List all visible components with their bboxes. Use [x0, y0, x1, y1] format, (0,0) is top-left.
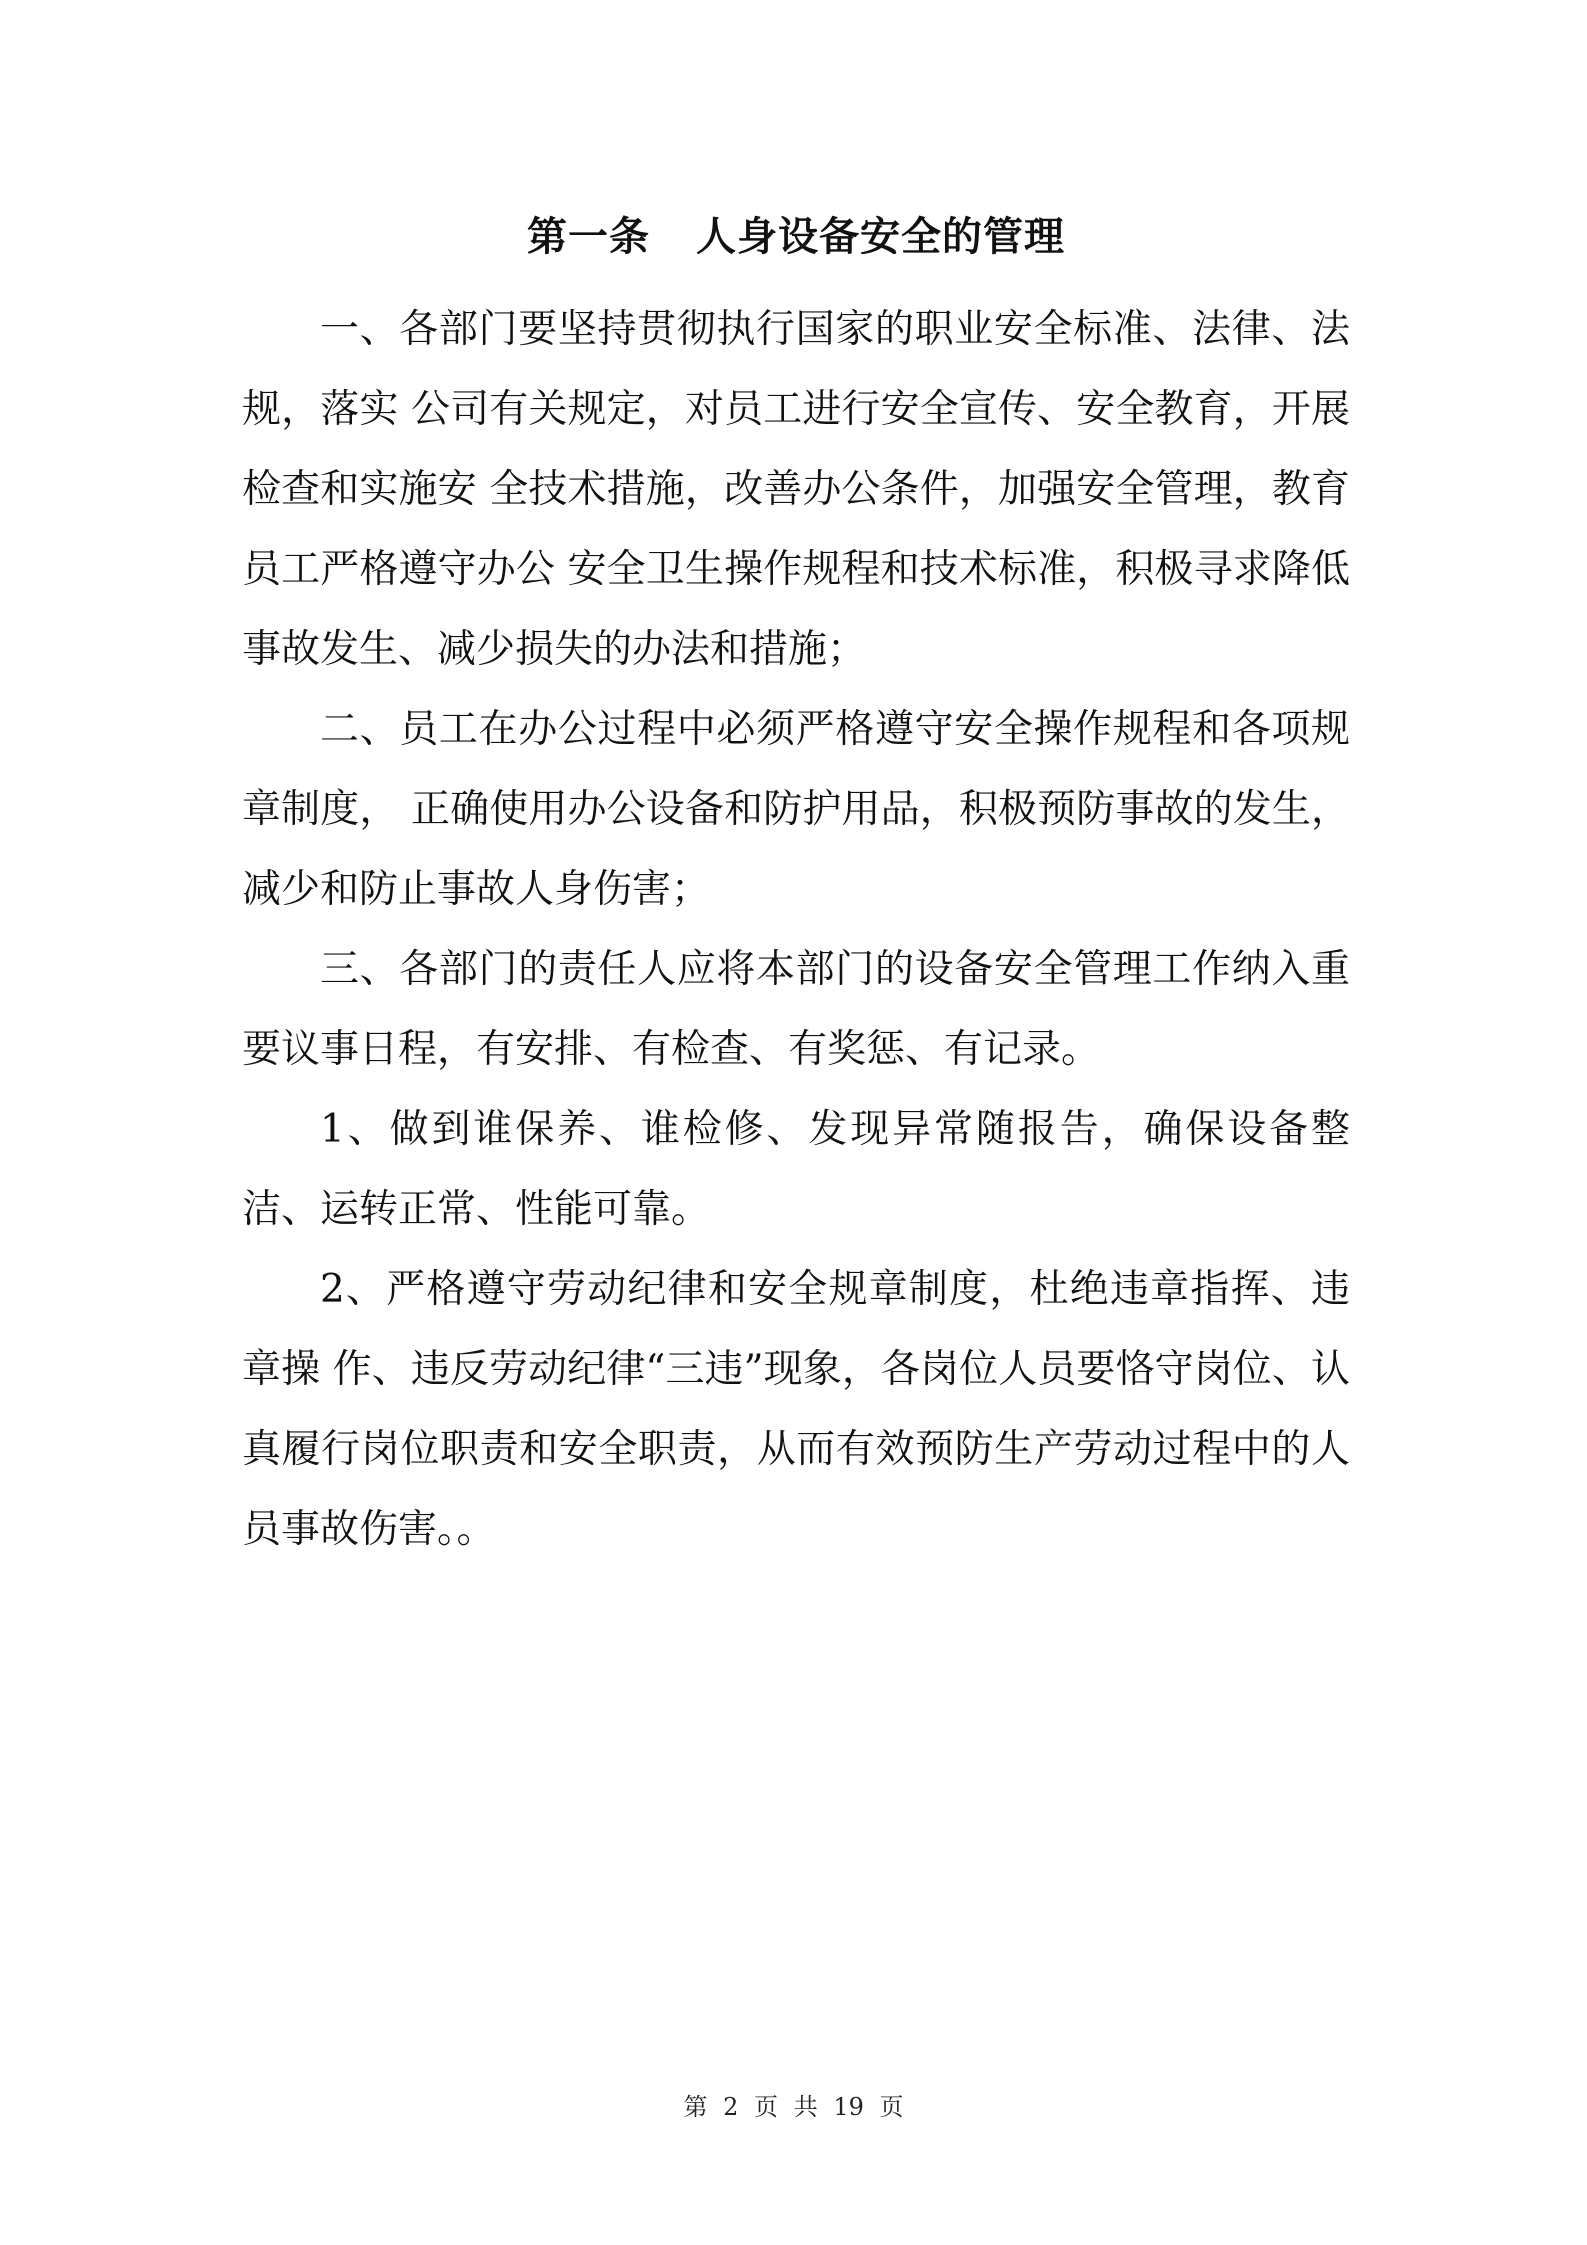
paragraph-4: 1、做到谁保养、谁检修、发现异常随报告，确保设备整洁、运转正常、性能可靠。 [242, 1107, 1350, 1232]
document-body [242, 212, 1350, 1570]
footer-label-total-unit: 页 [879, 2093, 904, 2121]
paragraph-3: 三、各部门的责任人应将本部门的设备安全管理工作纳入重要议事日程，有安排、有检查、有奖惩、有记录。 [242, 947, 1350, 1072]
section-title-text: 人身设备安全的管理 [696, 214, 1065, 260]
paragraph-5: 2、严格遵守劳动纪律和安全规章制度，杜绝违章指挥、违章操 作、违反劳动纪律“三违”现象，各岗位人员要恪守岗位、认真履行岗位职责和安全职责，从而有效预防生产劳动过程中的人员事故伤害。。 [242, 1267, 1350, 1552]
footer-label-page: 第 [683, 2093, 708, 2121]
footer-current-page: 2 [723, 2093, 739, 2121]
section-title-prefix: 第一条 [527, 214, 650, 260]
page-number-footer [0, 2092, 1587, 2122]
footer-total-pages: 19 [833, 2093, 864, 2121]
footer-label-page-unit: 页 [754, 2093, 779, 2121]
paragraph-1: 一、各部门要坚持贯彻执行国家的职业安全标准、法律、法规，落实 公司有关规定，对员工进行安全宣传、安全教育，开展检查和实施安 全技术措施，改善办公条件，加强安全管理，教育员工严格遵守办公 安全卫生操作规程和技术标准，积极寻求降低事故发生、减少损失的办法和措施； [242, 307, 1350, 672]
section-title [242, 212, 1350, 262]
footer-label-total: 共 [793, 2093, 818, 2121]
paragraph-2: 二、员工在办公过程中必须严格遵守安全操作规程和各项规章制度， 正确使用办公设备和防护用品，积极预防事故的发生，减少和防止事故人身伤害； [242, 707, 1350, 912]
